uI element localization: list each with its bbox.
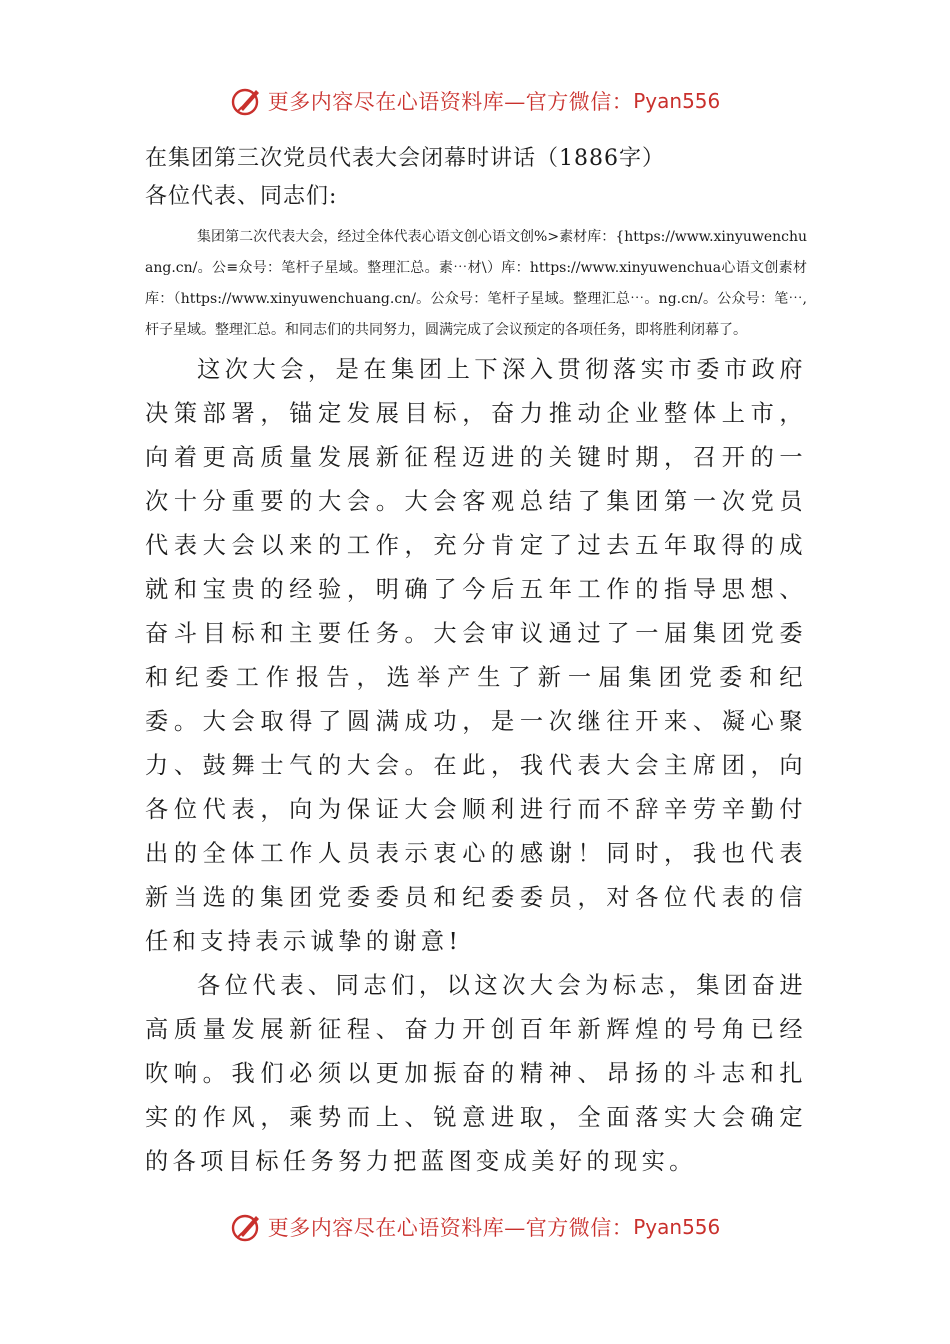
banner-text: 更多内容尽在心语资料库—官方微信： bbox=[267, 90, 634, 114]
body-paragraph: 这次大会，是在集团上下深入贯彻落实市委市政府决策部署，锚定发展目标，奋力推动企业整体上市，向着更高质量发展新征程迈进的关键时期，召开的一次十分重要的大会。大会客观总结了集团第一次党员代表大会以来的工作，充分肯定了过去五年取得的成就和宝贵的经验，明确了今后五年工作的指导思想、奋斗目标和主要任务。大会审议通过了一届集团党委和纪委工作报告，选举产生了新一届集团党委和纪委。大会取得了圆满成功，是一次继往开来、凝心聚力、鼓舞士气的大会。在此，我代表大会主席团，向各位代表，向为保证大会顺利进行而不辞辛劳辛勤付出的全体工作人员表示衷心的感谢！同时，我也代表新当选的集团党委委员和纪委委员，对各位代表的信任和支持表示诚挚的谢意! bbox=[145, 356, 807, 955]
footer-banner bbox=[0, 1210, 950, 1244]
watermarked-paragraph: 集团第二次代表大会，经过全体代表心语文创心语文创%>素材库：{https://www.xinyuwenchuang.cn/。公≡众号：笔杆子星域。整理汇总。素⋯材\）库：https://www.xinyuwenchua心语文创素材库：（https://www.xinyuwenchuang.cn/。公众号：笔杆子星域。整理汇总⋯。ng.cn/。公众号：笔⋯,杆子星域。整理汇总。和同志们的共同努力，圆满完成了会议预定的各项任务，即将胜利闭幕了。 bbox=[145, 229, 807, 338]
body-paragraph: 各位代表、同志们，以这次大会为标志，集团奋进高质量发展新征程、奋力开创百年新辉煌的号角已经吹响。我们必须以更加振奋的精神、昂扬的斗志和扎实的作风，乘势而上、锐意进取，全面落实大会确定的各项目标任务努力把蓝图变成美好的现实。 bbox=[145, 972, 807, 1175]
header-banner bbox=[0, 84, 950, 118]
banner-text: 更多内容尽在心语资料库—官方微信： bbox=[267, 1216, 634, 1240]
document-body bbox=[145, 140, 807, 1184]
greeting: 各位代表、同志们: bbox=[145, 184, 338, 209]
quill-seal-icon bbox=[230, 1210, 264, 1244]
banner-wechat-id: Pyan556 bbox=[633, 1215, 721, 1239]
document-title: 在集团第三次党员代表大会闭幕时讲话（1886字） bbox=[145, 146, 665, 171]
quill-seal-icon bbox=[230, 84, 264, 118]
banner-wechat-id: Pyan556 bbox=[633, 89, 721, 113]
